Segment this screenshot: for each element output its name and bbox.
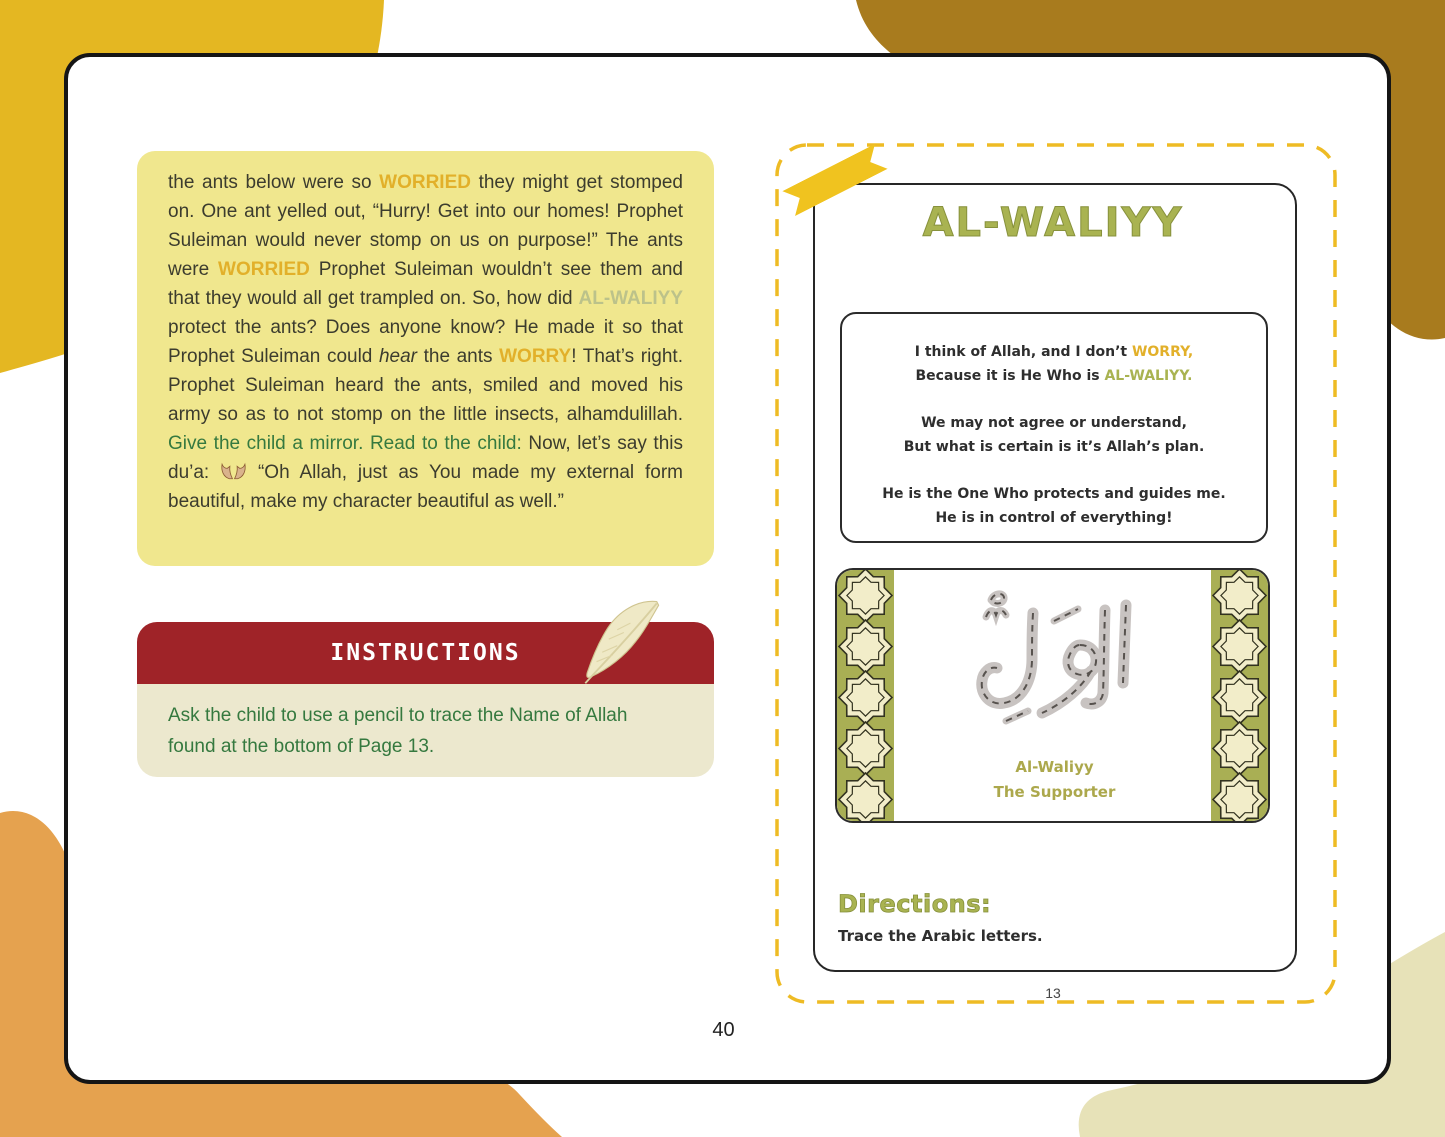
instructions-line: Ask the child to use a pencil to trace the Name of Allah [168,705,628,726]
instructions-title: INSTRUCTIONS [330,640,521,666]
instructions-body [137,684,714,777]
feather-quill-icon [568,594,674,688]
star-border-right [1211,570,1268,823]
arabic-name-label: Al-Waliyy [1015,758,1094,776]
story-box [137,151,714,566]
story-paragraph: the ants below were so WORRIED they might get stomped on. One ant yelled out, “Hurry! Get into our homes! Prophet Suleiman would never stomp on us on purpose!” The ants were WORRIED Prophet Suleiman wouldn’t see them and that they would all get trampled on. So, how did AL-WALIYY protect the ants? Does anyone know? He made it so that Prophet Suleiman could hear the ants WORRY! That’s right. Prophet Suleiman heard the ants, smiled and moved his army so as to not stomp on the little insects, alhamdulillah. Give the child a mirror. Read to the child: Now, let’s say this du’a: “Oh Allah, just as You made my external form beautiful, make my character beautiful as well.” [168,172,684,512]
poem-line: We may not agree or understand, [921,415,1187,431]
tracing-box [835,568,1270,823]
poem-line: But what is certain is it’s Allah’s plan. [903,439,1205,455]
poem-box [840,312,1268,543]
poem-line: He is the One Who protects and guides me. [882,486,1226,502]
arabic-tracing-calligraphy [894,575,1215,760]
poem-stanza [842,340,1266,388]
page-number-right: 13 [1045,985,1061,1001]
poem-stanza [842,411,1266,459]
star-border-left [837,570,894,823]
arabic-meaning-label: The Supporter [993,783,1116,801]
poem-line: I think of Allah, and I don’t WORRY, [914,344,1194,360]
praying-hands-icon [220,461,247,482]
poem-stanza [842,482,1266,530]
page-number-left: 40 [712,1019,735,1041]
directions-heading: Directions: [838,890,992,918]
worksheet-title: AL-WALIYY [922,200,1184,246]
poem-line: He is in control of everything! [935,510,1173,526]
poem-line: Because it is He Who is AL-WALIYY. [915,368,1193,384]
instructions-line: found at the bottom of Page 13. [168,736,435,757]
directions-text: Trace the Arabic letters. [838,927,1043,945]
